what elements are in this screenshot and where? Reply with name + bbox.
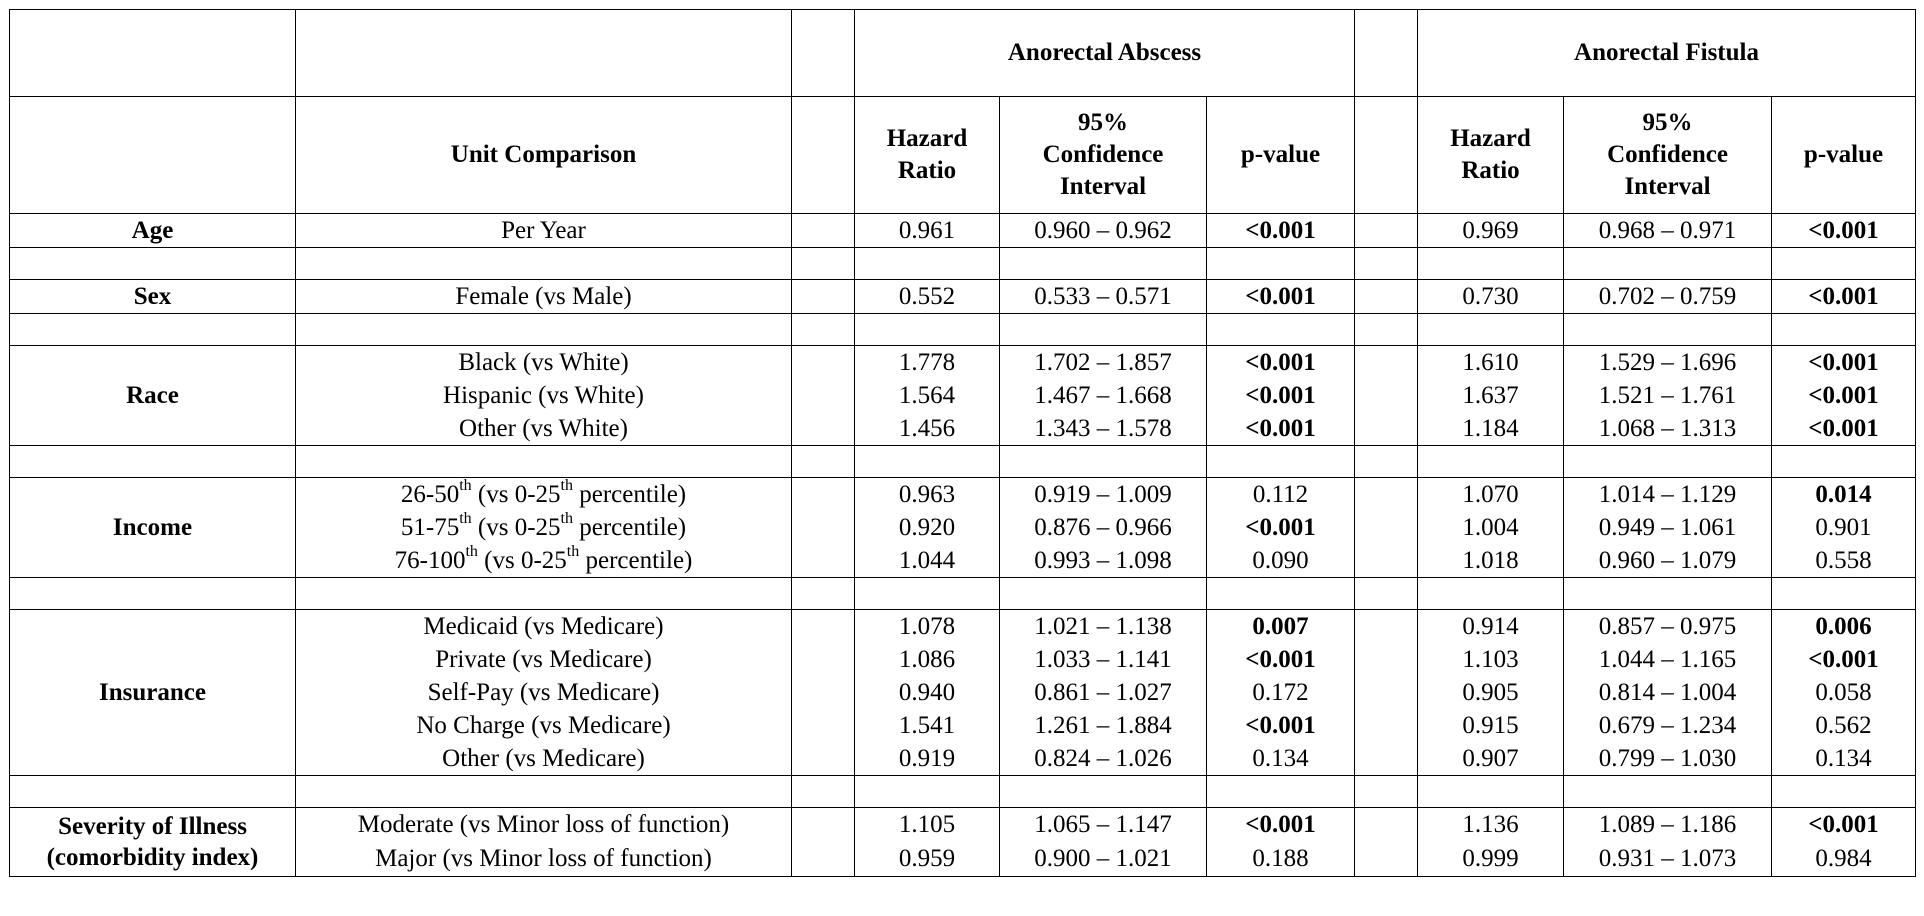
fistula-confidence-interval: 0.949 – 1.061 [1564,511,1772,544]
abscess-confidence-interval: 0.533 – 0.571 [1000,280,1207,314]
fistula-hazard-ratio: 1.637 [1418,379,1564,412]
label-part: percentile) [573,513,687,541]
fistula-confidence-interval: 0.679 – 1.234 [1564,709,1772,742]
comparison-label: Female (vs Male) [296,280,792,314]
abscess-confidence-interval: 1.065 – 1.147 [1000,808,1207,842]
abscess-confidence-interval: 0.993 – 1.098 [1000,544,1207,578]
abscess-hazard-ratio: 1.078 [855,610,1000,644]
abscess-hazard-ratio: 1.456 [855,412,1000,446]
fistula-p-value: 0.006 [1772,610,1916,644]
spacer-cell [1355,742,1418,776]
abscess-confidence-interval: 1.467 – 1.668 [1000,379,1207,412]
fistula-p-value: 0.901 [1772,511,1916,544]
spacer-cell [792,544,855,578]
fistula-p-value: <0.001 [1772,214,1916,248]
table-row [10,346,1916,380]
label-part: percentile) [573,480,687,508]
abscess-confidence-interval: 0.876 – 0.966 [1000,511,1207,544]
table-row [10,709,1916,742]
abscess-p-value: 0.090 [1207,544,1355,578]
table-row [10,511,1916,544]
spacer-cell [792,841,855,877]
table-row [10,808,1916,842]
fistula-hazard-ratio: 1.136 [1418,808,1564,842]
label-part: 26-50 [400,480,460,508]
abscess-hazard-ratio: 0.940 [855,676,1000,709]
spacer-cell [792,511,855,544]
abscess-p-value: <0.001 [1207,511,1355,544]
abscess-hazard-ratio: 1.541 [855,709,1000,742]
abscess-p-value: <0.001 [1207,808,1355,842]
comparison-label: Private (vs Medicare) [296,643,792,676]
abscess-hazard-ratio: 1.564 [855,379,1000,412]
abscess-p-value: 0.172 [1207,676,1355,709]
fistula-hazard-ratio: 0.907 [1418,742,1564,776]
header-row-columns [10,97,1916,214]
abscess-confidence-interval: 1.033 – 1.141 [1000,643,1207,676]
fistula-confidence-interval: 1.044 – 1.165 [1564,643,1772,676]
abscess-p-value: 0.188 [1207,841,1355,877]
comparison-label: Self-Pay (vs Medicare) [296,676,792,709]
spacer-row [10,314,1916,346]
table-row [10,478,1916,512]
category-sex: Sex [10,280,296,314]
spacer-cell [792,610,855,644]
header-spacer-cell [1355,10,1418,97]
ordinal-suffix: th [459,511,472,528]
abscess-p-header: p-value [1207,97,1355,214]
abscess-confidence-interval: 1.261 – 1.884 [1000,709,1207,742]
fistula-hazard-ratio: 0.999 [1418,841,1564,877]
abscess-confidence-interval: 0.900 – 1.021 [1000,841,1207,877]
fistula-hazard-ratio: 1.004 [1418,511,1564,544]
ordinal-suffix: th [560,511,573,528]
spacer-cell [1355,379,1418,412]
label-part: 76-100 [394,546,466,574]
abscess-p-value: 0.007 [1207,610,1355,644]
fistula-p-value: <0.001 [1772,346,1916,380]
fistula-p-value: 0.558 [1772,544,1916,578]
abscess-confidence-interval: 0.960 – 0.962 [1000,214,1207,248]
table-row [10,379,1916,412]
fistula-p-value: 0.134 [1772,742,1916,776]
label-part: percentile) [579,546,693,574]
fistula-hazard-ratio: 0.969 [1418,214,1564,248]
spacer-cell [792,808,855,842]
fistula-p-value: <0.001 [1772,808,1916,842]
comparison-label: Black (vs White) [296,346,792,380]
fistula-confidence-interval: 1.068 – 1.313 [1564,412,1772,446]
abscess-ci-header: 95% Confidence Interval [1000,97,1207,214]
fistula-hazard-ratio: 0.915 [1418,709,1564,742]
fistula-confidence-interval: 0.931 – 1.073 [1564,841,1772,877]
spacer-row [10,446,1916,478]
abscess-p-value: 0.112 [1207,478,1355,512]
fistula-hazard-ratio: 1.184 [1418,412,1564,446]
spacer-cell [1355,841,1418,877]
abscess-p-value: <0.001 [1207,412,1355,446]
abscess-p-value: <0.001 [1207,280,1355,314]
spacer-cell [1355,478,1418,512]
category-insurance: Insurance [10,610,296,776]
comparison-label [296,544,792,578]
table-row [10,610,1916,644]
ordinal-suffix: th [560,477,573,495]
spacer-cell [792,643,855,676]
fistula-hazard-ratio: 1.070 [1418,478,1564,512]
fistula-p-value: 0.984 [1772,841,1916,877]
category-age: Age [10,214,296,248]
comparison-label: Medicaid (vs Medicare) [296,610,792,644]
abscess-hazard-ratio: 0.919 [855,742,1000,776]
abscess-confidence-interval: 0.861 – 1.027 [1000,676,1207,709]
header-row-groups [10,10,1916,97]
header-spacer-cell [1355,97,1418,214]
fistula-p-value: 0.058 [1772,676,1916,709]
abscess-hazard-ratio: 0.961 [855,214,1000,248]
abscess-group-header: Anorectal Abscess [855,10,1355,97]
label-part: (vs 0-25 [477,546,567,574]
abscess-confidence-interval: 0.824 – 1.026 [1000,742,1207,776]
spacer-cell [792,346,855,380]
fistula-p-value: <0.001 [1772,379,1916,412]
label-part: (vs 0-25 [471,513,561,541]
abscess-p-value: 0.134 [1207,742,1355,776]
abscess-hazard-ratio: 1.044 [855,544,1000,578]
abscess-hazard-ratio: 1.086 [855,643,1000,676]
fistula-confidence-interval: 0.814 – 1.004 [1564,676,1772,709]
comparison-label: Major (vs Minor loss of function) [296,841,792,877]
header-spacer-cell [792,97,855,214]
fistula-group-header: Anorectal Fistula [1418,10,1916,97]
label-part: (vs 0-25 [471,480,561,508]
abscess-p-value: <0.001 [1207,214,1355,248]
spacer-cell [792,280,855,314]
abscess-hazard-ratio: 0.552 [855,280,1000,314]
fistula-p-header: p-value [1772,97,1916,214]
fistula-hr-header: Hazard Ratio [1418,97,1564,214]
fistula-p-value: 0.014 [1772,478,1916,512]
label-part: 51-75 [400,513,460,541]
fistula-hazard-ratio: 1.018 [1418,544,1564,578]
category-severity: Severity of Illness (comorbidity index) [10,808,296,877]
comparison-label: Other (vs White) [296,412,792,446]
header-empty-cell [10,10,296,97]
abscess-hazard-ratio: 0.920 [855,511,1000,544]
abscess-confidence-interval: 1.702 – 1.857 [1000,346,1207,380]
spacer-cell [1355,412,1418,446]
spacer-cell [1355,709,1418,742]
table-row [10,643,1916,676]
abscess-confidence-interval: 1.343 – 1.578 [1000,412,1207,446]
table-row [10,280,1916,314]
comparison-label: Other (vs Medicare) [296,742,792,776]
fistula-hazard-ratio: 0.905 [1418,676,1564,709]
fistula-confidence-interval: 1.529 – 1.696 [1564,346,1772,380]
table-row [10,214,1916,248]
table-row [10,841,1916,877]
fistula-confidence-interval: 0.857 – 0.975 [1564,610,1772,644]
table-row [10,676,1916,709]
abscess-hazard-ratio: 1.105 [855,808,1000,842]
ordinal-suffix: th [566,544,580,561]
comparison-label [296,511,792,544]
spacer-row [10,248,1916,280]
spacer-row [10,776,1916,808]
spacer-row [10,578,1916,610]
abscess-confidence-interval: 1.021 – 1.138 [1000,610,1207,644]
fistula-confidence-interval: 0.960 – 1.079 [1564,544,1772,578]
spacer-cell [1355,346,1418,380]
abscess-p-value: <0.001 [1207,643,1355,676]
spacer-cell [1355,280,1418,314]
spacer-cell [792,676,855,709]
spacer-cell [1355,511,1418,544]
fistula-confidence-interval: 1.521 – 1.761 [1564,379,1772,412]
fistula-hazard-ratio: 1.610 [1418,346,1564,380]
table-row [10,742,1916,776]
fistula-p-value: 0.562 [1772,709,1916,742]
spacer-cell [1355,643,1418,676]
abscess-hazard-ratio: 0.963 [855,478,1000,512]
comparison-label: Hispanic (vs White) [296,379,792,412]
fistula-p-value: <0.001 [1772,280,1916,314]
table-row [10,412,1916,446]
fistula-confidence-interval: 0.968 – 0.971 [1564,214,1772,248]
abscess-p-value: <0.001 [1207,346,1355,380]
fistula-hazard-ratio: 0.730 [1418,280,1564,314]
spacer-cell [792,742,855,776]
abscess-hazard-ratio: 1.778 [855,346,1000,380]
ordinal-suffix: th [465,544,478,561]
comparison-label: Per Year [296,214,792,248]
spacer-cell [792,379,855,412]
category-race: Race [10,346,296,446]
spacer-cell [792,478,855,512]
unit-comparison-header: Unit Comparison [296,97,792,214]
fistula-confidence-interval: 0.702 – 0.759 [1564,280,1772,314]
hazard-ratio-table [9,9,1916,877]
abscess-hr-header: Hazard Ratio [855,97,1000,214]
header-empty-cell [296,10,792,97]
category-income: Income [10,478,296,578]
comparison-label: Moderate (vs Minor loss of function) [296,808,792,842]
fistula-hazard-ratio: 0.914 [1418,610,1564,644]
spacer-cell [1355,808,1418,842]
fistula-ci-header: 95% Confidence Interval [1564,97,1772,214]
fistula-confidence-interval: 1.014 – 1.129 [1564,478,1772,512]
comparison-label: No Charge (vs Medicare) [296,709,792,742]
spacer-cell [1355,676,1418,709]
spacer-cell [1355,610,1418,644]
abscess-p-value: <0.001 [1207,379,1355,412]
spacer-cell [1355,214,1418,248]
fistula-p-value: <0.001 [1772,412,1916,446]
fistula-hazard-ratio: 1.103 [1418,643,1564,676]
fistula-confidence-interval: 1.089 – 1.186 [1564,808,1772,842]
abscess-confidence-interval: 0.919 – 1.009 [1000,478,1207,512]
ordinal-suffix: th [459,477,472,495]
abscess-p-value: <0.001 [1207,709,1355,742]
spacer-cell [1355,544,1418,578]
comparison-label [296,478,792,512]
abscess-hazard-ratio: 0.959 [855,841,1000,877]
header-spacer-cell [792,10,855,97]
spacer-cell [792,412,855,446]
spacer-cell [792,709,855,742]
fistula-confidence-interval: 0.799 – 1.030 [1564,742,1772,776]
fistula-p-value: <0.001 [1772,643,1916,676]
table-row [10,544,1916,578]
header-empty-cell [10,97,296,214]
spacer-cell [792,214,855,248]
